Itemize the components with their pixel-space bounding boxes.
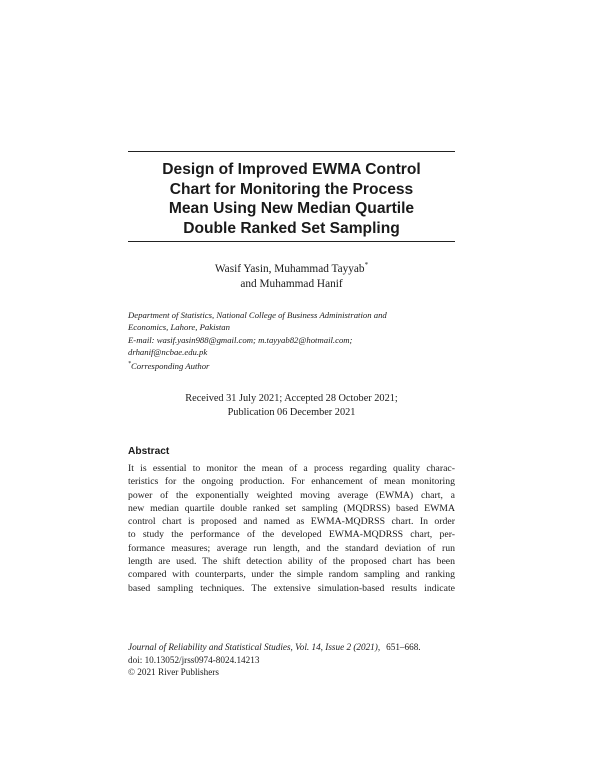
abstract-line: length are used. The shift detection ability of the proposed chart has been xyxy=(128,556,455,568)
doi-text: doi: 10.13052/jrss0974-8024.14213 xyxy=(128,654,260,665)
corresponding-note-mark: * xyxy=(128,361,131,368)
abstract-line: control chart is proposed and named as EWMA-MQDRSS chart. In order xyxy=(128,516,455,528)
dates-line-2: Publication 06 December 2021 xyxy=(227,406,356,418)
abstract-line: based sampling techniques. The extensive simulation-based results indicate xyxy=(128,582,455,594)
email-line: drhanif@ncbae.edu.pk xyxy=(128,346,208,357)
abstract-line: It is essential to monitor the mean of a process regarding quality charac- xyxy=(128,463,455,474)
affiliation-line: Department of Statistics, National College of Business Administration and xyxy=(128,310,387,320)
title-bottom-rule xyxy=(128,241,455,242)
abstract-line: new median quartile double ranked set sampling (MQDRSS) based EWMA xyxy=(128,502,455,514)
author-list xyxy=(128,258,455,292)
corresponding-note-label: Corresponding Author xyxy=(131,361,210,372)
title-top-rule xyxy=(128,151,455,152)
email-line: E-mail: wasif.yasin988@gmail.com; m.tayyab82@hotmail.com; xyxy=(128,334,353,345)
abstract-line: power of the exponentially weighted moving average (EWMA) chart, a xyxy=(128,489,455,501)
abstract-line: formance measures; average run length, and the standard deviation of run xyxy=(128,542,455,554)
publication-dates xyxy=(128,392,455,419)
title-line: Chart for Monitoring the Process xyxy=(169,180,414,198)
abstract-line: compared with counterparts, under the simple random sampling and ranking xyxy=(128,569,455,581)
corresponding-author-mark: * xyxy=(364,261,369,269)
abstract-line: teristics for the ongoing production. For enhancement of mean monitoring xyxy=(128,476,455,488)
page-footer xyxy=(128,641,468,679)
corresponding-author-note xyxy=(128,358,455,372)
affiliation-block xyxy=(128,309,455,372)
abstract-heading: Abstract xyxy=(128,446,170,457)
title-line: Double Ranked Set Sampling xyxy=(183,219,400,237)
authors-line-2: and Muhammad Hanif xyxy=(240,277,343,290)
authors-line-1: Wasif Yasin, Muhammad Tayyab xyxy=(214,262,365,275)
abstract-body xyxy=(128,462,455,595)
abstract-line: to study the performance of the developed EWMA-MQDRSS chart, per- xyxy=(128,529,455,541)
copyright-text: © 2021 River Publishers xyxy=(128,667,219,678)
dates-line-1: Received 31 July 2021; Accepted 28 October 2021; xyxy=(185,393,398,404)
journal-citation: Journal of Reliability and Statistical Studies, Vol. 14, Issue 2 (2021), xyxy=(128,642,381,652)
title-line: Design of Improved EWMA Control xyxy=(162,161,421,178)
paper-title xyxy=(128,160,455,238)
page-range: 651–668. xyxy=(386,642,421,652)
title-line: Mean Using New Median Quartile xyxy=(168,200,415,217)
affiliation-line: Economics, Lahore, Pakistan xyxy=(128,322,230,333)
